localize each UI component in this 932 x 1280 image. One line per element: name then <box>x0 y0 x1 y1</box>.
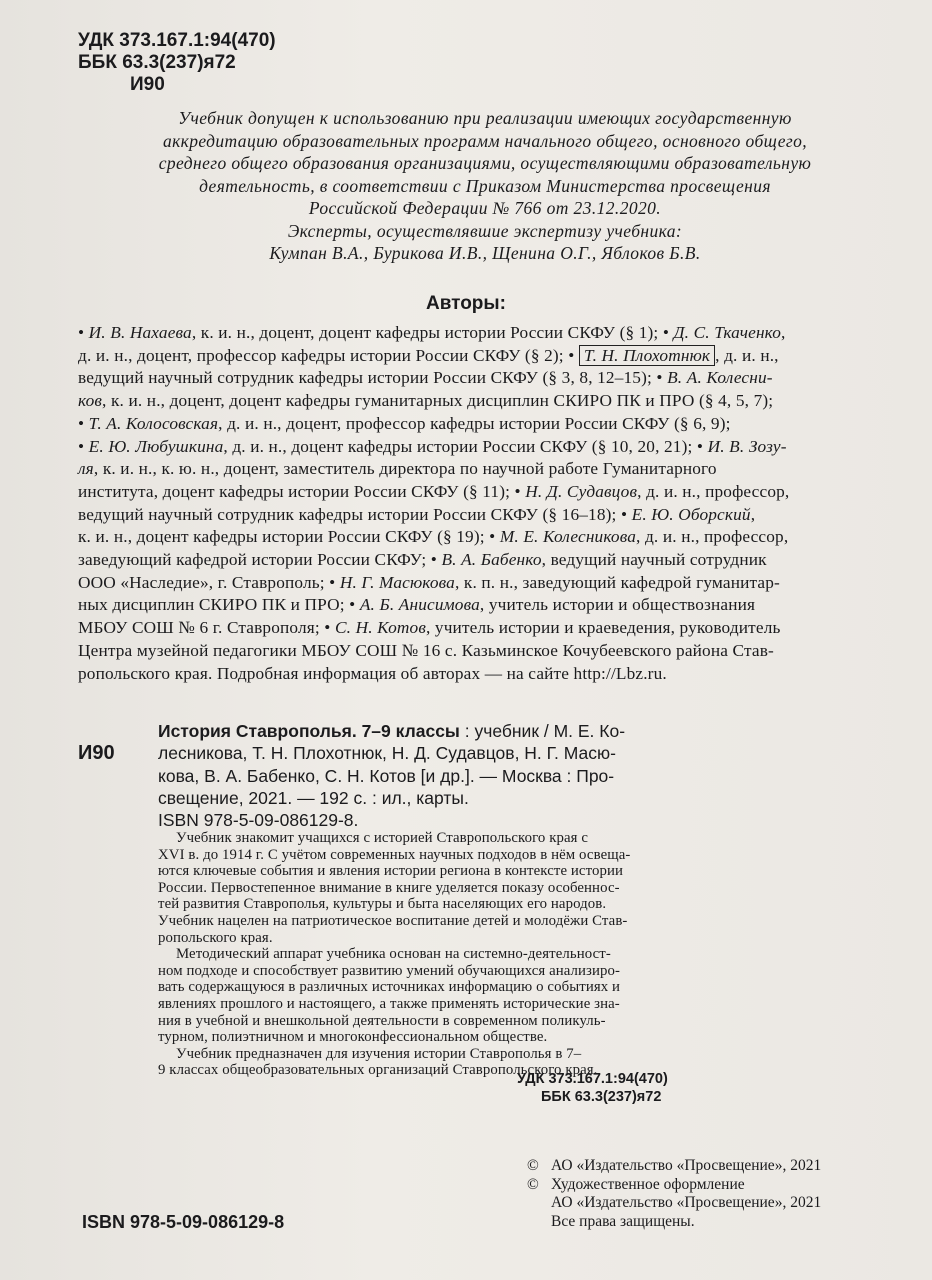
copyright-icon: © <box>527 1175 539 1193</box>
authors-line: ведущий научный сотрудник кафедры истории России СКФУ (§ 3, 8, 12–15); • В. А. Колесни- <box>78 368 773 388</box>
authors-line: к. и. н., доцент кафедры истории России СКФУ (§ 19); • М. Е. Колесникова, д. и. н., профессор, <box>78 527 789 547</box>
approval-line: Учебник допущен к использованию при реализации имеющих государственную <box>178 108 792 128</box>
experts-list: Кумпан В.А., Бурикова И.В., Щенина О.Г., Яблоков Б.В. <box>269 243 701 263</box>
annotation-line: ном подходе и способствует развитию умений обучающихся анализиро- <box>158 962 621 979</box>
isbn-line: ISBN 978-5-09-086129-8. <box>158 810 359 831</box>
annotation-line: явлениях прошлого и настоящего, а также применять исторические зна- <box>158 995 620 1012</box>
bibliographic-record: И90 История Ставрополья. 7–9 классы : учебник / М. Е. Ко- лесникова, Т. Н. Плохотнюк, Н. Д. Судавцов, Н. Г. Масю- кова, В. А. Бабенко, С. Н. Котов [и др.]. — Москва : Про- свещение, 2021. — 192 с. : ил., карты. ISBN 978-5-09-086129-8. <box>78 720 898 831</box>
author-mark: И90 <box>130 74 165 95</box>
approval-line: аккредитацию образовательных программ начального общего, основного общего, <box>162 130 808 151</box>
copyright-line: АО «Издательство «Просвещение», 2021 <box>551 1194 822 1211</box>
book-title: История Ставрополья. 7–9 классы <box>158 721 460 741</box>
authors-line: ков, к. и. н., доцент, доцент кафедры гуманитарных дисциплин СКИРО ПК и ПРО (§ 4, 5, 7); <box>78 391 774 411</box>
bbk-code: ББК 63.3(237)я72 <box>78 52 236 73</box>
annotation <box>158 830 858 1079</box>
authors-line: ных дисциплин СКИРО ПК и ПРО; • А. Б. Анисимова, учитель истории и обществознания <box>78 595 756 615</box>
authors-line: д. и. н., доцент, профессор кафедры истории России СКФУ (§ 2); • Т. Н. Плохотнюк , д. и. н., <box>78 345 779 365</box>
rights-reserved: Все права защищены. <box>551 1212 695 1230</box>
highlighted-author: Т. Н. Плохотнюк <box>579 345 715 366</box>
annotation-line: XVI в. до 1914 г. С учётом современных научных подходов в нём освеща- <box>158 846 631 863</box>
authors-heading: Авторы: <box>426 293 506 314</box>
isbn-footer: ISBN 978-5-09-086129-8 <box>82 1212 285 1232</box>
annotation-line: России. Первостепенное внимание в книге уделяется показу особеннос- <box>158 879 620 896</box>
authors-line: Центра музейной педагогики МБОУ СОШ № 16 с. Казьминское Кочубеевского района Став- <box>78 640 774 660</box>
authors-line: МБОУ СОШ № 6 г. Ставрополя; • С. Н. Котов, учитель истории и краеведения, руководитель <box>78 618 781 638</box>
biblio-author-mark: И90 <box>78 742 115 764</box>
approval-line: деятельность, в соответствии с Приказом Министерства просвещения <box>199 175 771 196</box>
udk-code: УДК 373.167.1:94(470) <box>78 30 276 51</box>
bbk-code: ББК 63.3(237)я72 <box>541 1089 662 1105</box>
experts-heading: Эксперты, осуществлявшие экспертизу учебника: <box>287 220 683 241</box>
annotation-line: Учебник нацелен на патриотическое воспитание детей и молодёжи Став- <box>158 912 628 929</box>
annotation-line: тей развития Ставрополья, культуры и быта населяющих его народов. <box>158 896 607 913</box>
copyright-icon: © <box>527 1157 539 1174</box>
authors-line: ля, к. и. н., к. ю. н., доцент, заместитель директора по научной работе Гуманитарного <box>78 459 717 479</box>
annotation-line: Методический аппарат учебника основан на системно-деятельност- <box>176 946 611 963</box>
annotation-line: ния в учебной и внешкольной деятельности в современном поликуль- <box>158 1012 606 1029</box>
authors-line: ропольского края. Подробная информация об авторах — на сайте http://Lbz.ru. <box>78 663 667 683</box>
authors-line: ООО «Наследие», г. Ставрополь; • Н. Г. Масюкова, к. п. н., заведующий кафедрой гуманитар- <box>78 572 780 592</box>
udk-code: УДК 373.167.1:94(470) <box>517 1071 668 1087</box>
annotation-line: турном, полиэтничном и многоконфессиональном обществе. <box>158 1029 548 1046</box>
annotation-line: ропольского края. <box>158 929 273 946</box>
annotation-line: 9 классах общеобразовательных организаций Ставропольского края. <box>158 1062 598 1079</box>
authors-line: ведущий научный сотрудник кафедры истории России СКФУ (§ 16–18); • Е. Ю. Оборский, <box>78 504 756 524</box>
authors-line: заведующий кафедрой истории России СКФУ; • В. А. Бабенко, ведущий научный сотрудник <box>78 550 767 570</box>
authors-list <box>78 322 893 685</box>
authors-line: • Т. А. Колосовская, д. и. н., доцент, профессор кафедры истории России СКФУ (§ 6, 9); <box>78 413 731 433</box>
approval-line: Российской Федерации № 766 от 23.12.2020. <box>308 198 662 218</box>
biblio-line: кова, В. А. Бабенко, С. Н. Котов [и др.]. — Москва : Про- <box>158 765 615 786</box>
classification-codes-footer <box>517 1070 668 1106</box>
biblio-line: свещение, 2021. — 192 с. : ил., карты. <box>158 787 469 808</box>
annotation-line: вать содержащуюся в различных источниках информацию о событиях и <box>158 979 621 996</box>
authors-line: • Е. Ю. Любушкина, д. и. н., доцент кафедры истории России СКФУ (§ 10, 20, 21); • И. В. Зозу- <box>78 436 787 456</box>
approval-notice <box>95 107 875 265</box>
copyright-block: © АО «Издательство «Просвещение», 2021 © Художественное оформление АО «Издательство «Просвещение», 2021 Все права защищены. <box>527 1157 822 1230</box>
biblio-line: лесникова, Т. Н. Плохотнюк, Н. Д. Судавцов, Н. Г. Масю- <box>158 743 616 764</box>
approval-line: среднего общего образования организациями, осуществляющими образовательную <box>158 153 812 173</box>
annotation-line: Учебник знакомит учащихся с историей Ставропольского края с <box>176 830 589 846</box>
annotation-line: Учебник предназначен для изучения истории Ставрополья в 7– <box>176 1045 582 1062</box>
authors-line: института, доцент кафедры истории России СКФУ (§ 11); • Н. Д. Судавцов, д. и. н., профессор, <box>78 481 790 501</box>
annotation-line: ются ключевые события и явления истории региона в контексте истории <box>158 863 623 880</box>
authors-line: • И. В. Нахаева, к. и. н., доцент, доцент кафедры истории России СКФУ (§ 1); • Д. С. Ткаченко, <box>78 323 786 342</box>
classification-codes <box>78 30 276 96</box>
